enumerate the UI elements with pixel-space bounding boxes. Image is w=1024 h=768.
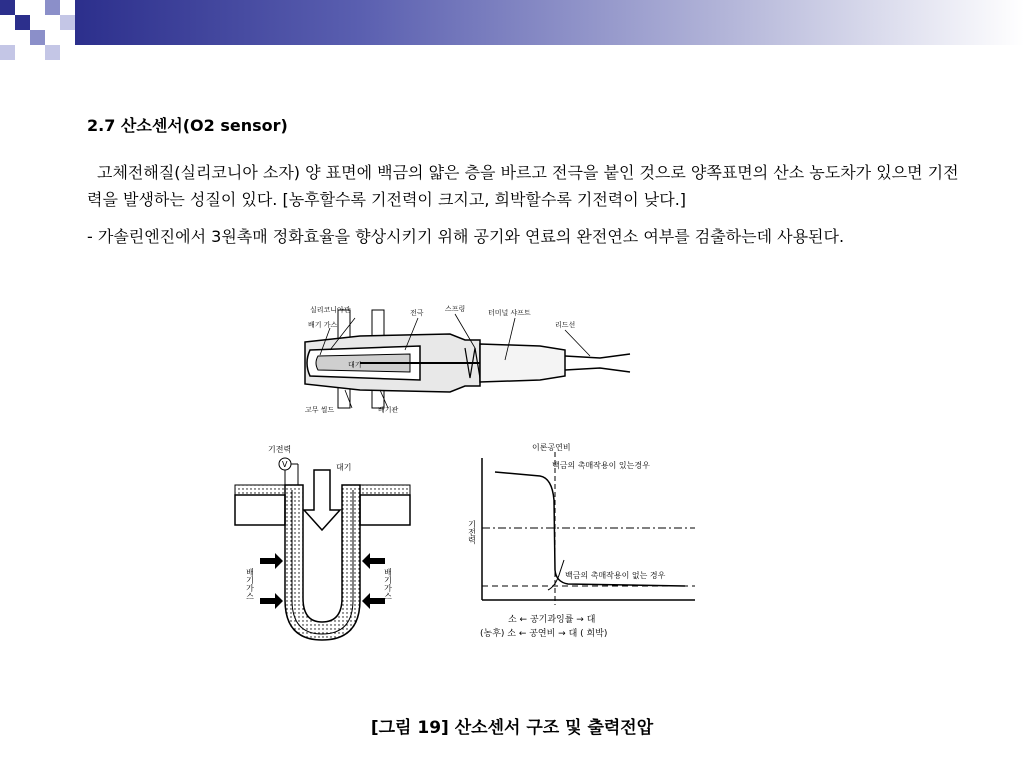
- label-zirconia: 실리코니아관: [310, 306, 351, 314]
- label-lead-wire: 리드선: [555, 321, 576, 329]
- label-electrode: 전극: [410, 309, 424, 317]
- usage-paragraph: - 가솔린엔진에서 3원촉매 정화효율을 향상시키기 위해 공기와 연료의 완전연소 여부를 검출하는데 사용된다.: [87, 227, 845, 246]
- slide-body: [87, 112, 967, 250]
- label-x-line1: 소 ← 공기과잉률 → 대: [508, 615, 596, 625]
- label-exhaust-right: 배기가스: [383, 568, 393, 600]
- label-atmosphere: 대기: [348, 361, 362, 369]
- header-square-4: [60, 15, 75, 30]
- header-square-6: [0, 45, 15, 60]
- label-signal-shaft: 터미널 샤프트: [488, 309, 531, 317]
- label-without-catalyst: 백금의 촉매작용이 없는 경우: [565, 571, 666, 580]
- voltmeter-symbol: V: [282, 460, 288, 469]
- label-emf: 기전력: [268, 445, 292, 454]
- header-square-5: [30, 30, 45, 45]
- header-square-1: [0, 0, 15, 15]
- output-voltage-graph: [460, 440, 710, 645]
- label-x-line2: (농후) 소 ← 공연비 → 대 ( 희박): [480, 629, 608, 639]
- label-exhaust-gas: 배기 가스: [308, 321, 338, 329]
- description-paragraph: 고체전해질(실리코니아 소자) 양 표면에 백금의 얇은 층을 바르고 전극을 붙인 것으로 양쪽표면의 산소 농도차가 있으면 기전력을 발생하는 성질이 있다. [농후할수록 기전력이 크지고, 희박할수록 기전력이 낮다.]: [87, 163, 959, 209]
- label-with-catalyst: 백금의 촉매작용이 있는경우: [552, 461, 650, 470]
- header-square-3: [45, 0, 60, 15]
- label-exhaust-left: 배기가스: [245, 568, 255, 600]
- label-exhaust-pipe: 배기관: [378, 406, 399, 414]
- section-heading: 2.7 산소센서(O2 sensor): [87, 116, 288, 135]
- sensor-element-diagram: [230, 440, 415, 645]
- header-square-2: [15, 15, 30, 30]
- sensor-cross-section-diagram: [300, 300, 640, 418]
- label-spring: 스프링: [445, 305, 466, 313]
- figure-caption: [그림 19] 산소센서 구조 및 출력전압: [370, 718, 654, 738]
- label-rubber-seal: 고무 씰드: [305, 406, 335, 414]
- header-gradient-bar: [75, 0, 1024, 45]
- label-atmosphere-element: 대기: [336, 463, 352, 472]
- label-stoich: 이론공연비: [532, 443, 571, 452]
- label-y-axis: 기전력: [467, 520, 477, 544]
- header-square-7: [45, 45, 60, 60]
